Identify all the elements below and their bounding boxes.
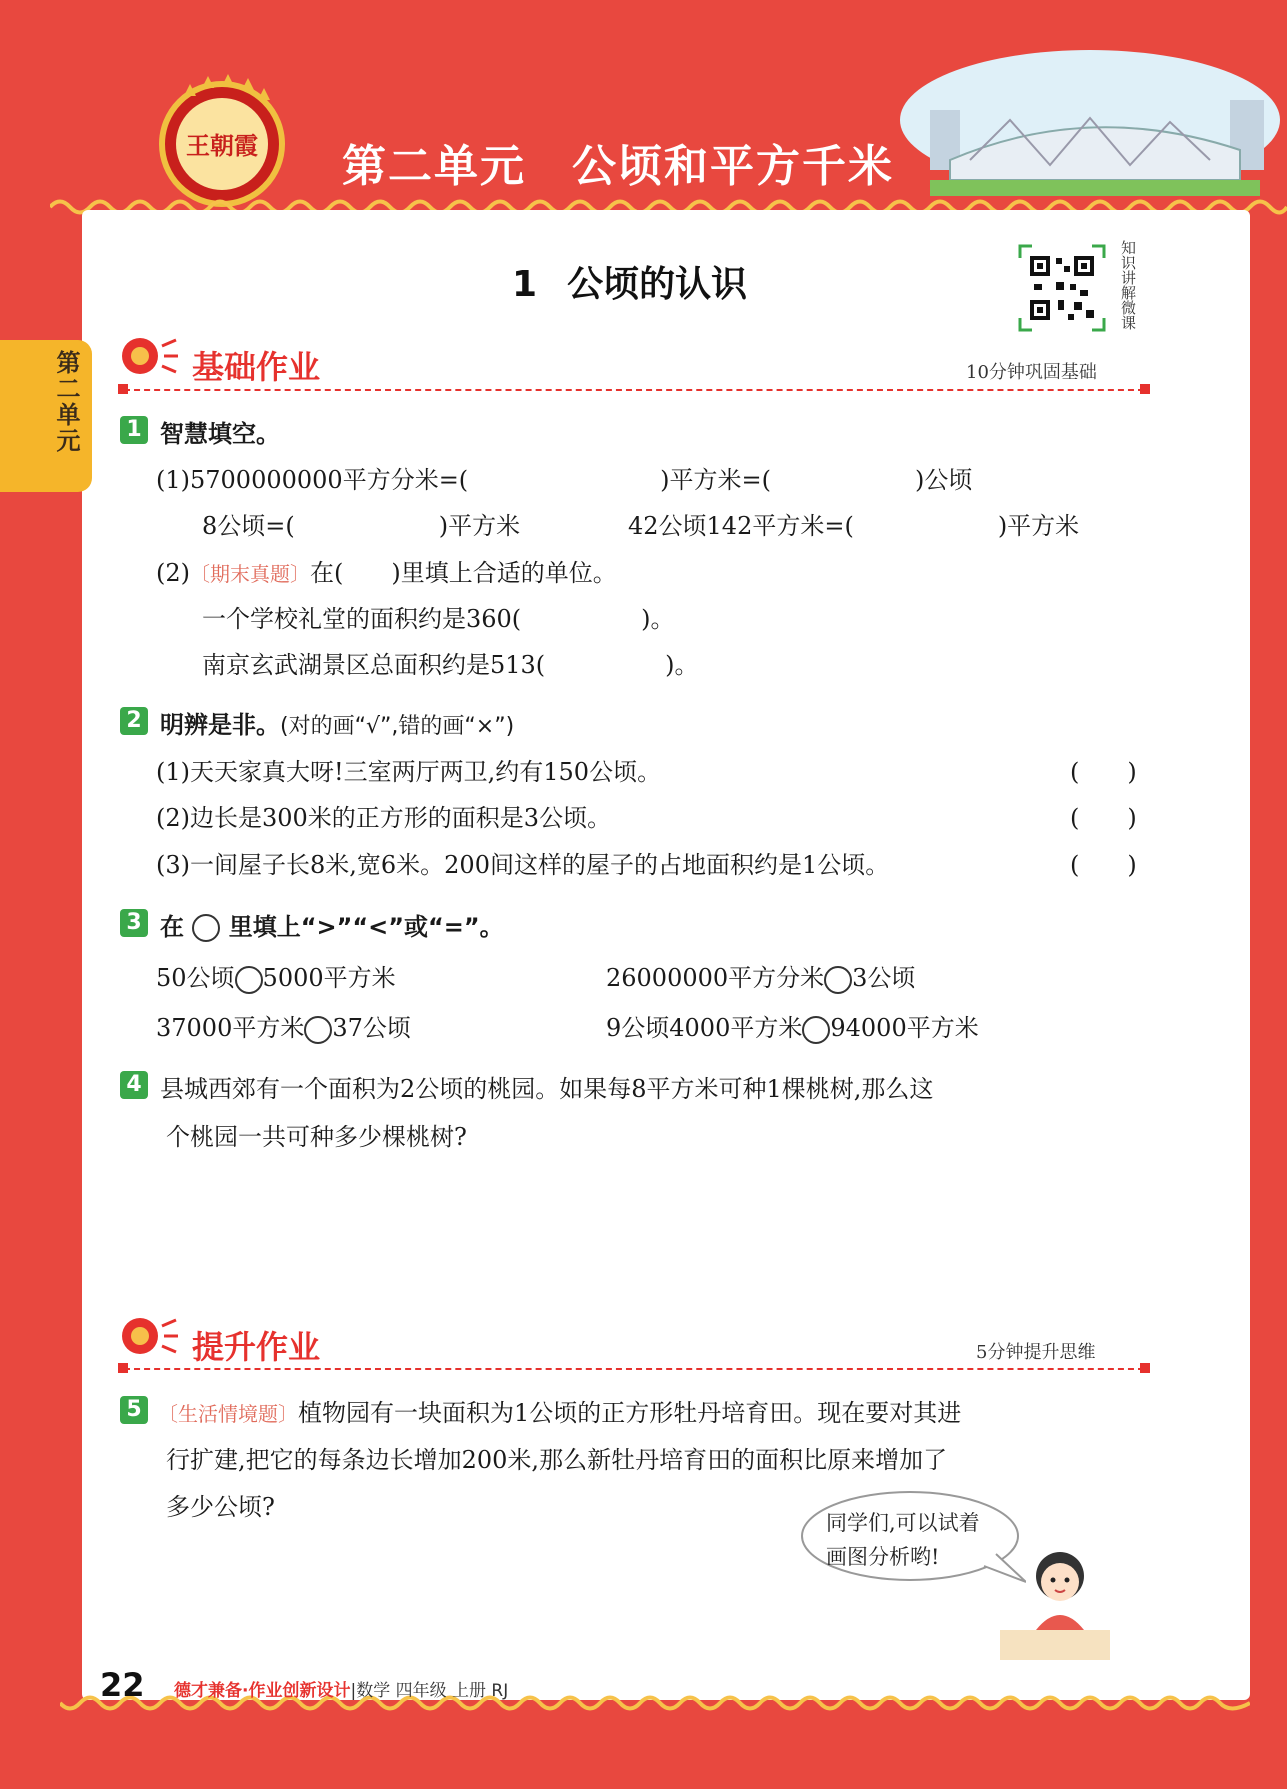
compare-circle-input[interactable] — [235, 966, 263, 994]
page-number: 22 — [100, 1666, 145, 1704]
circle-symbol-icon — [192, 914, 220, 942]
q1-line4: 一个学校礼堂的面积约是360( )。 — [202, 605, 675, 633]
footer-brand: 德才兼备·作业创新设计 — [174, 1681, 351, 1701]
q3-item-b — [606, 958, 915, 994]
q2-head-note: (对的画“√”,错的画“×”) — [280, 714, 515, 739]
megaphone-icon — [118, 332, 180, 380]
footer-meta: |数学 四年级 上册 RJ — [350, 1681, 509, 1701]
q1-line3 — [156, 553, 617, 588]
q1-part2-label: (2) — [156, 559, 190, 587]
q1-part2-text: 在( )里填上合适的单位。 — [310, 559, 617, 587]
q5-line2: 行扩建,把它的每条边长增加200米,那么新牡丹培育田的面积比原来增加了 — [166, 1446, 948, 1474]
q3-b-right: 3公顷 — [852, 964, 916, 992]
stadium-illustration — [890, 40, 1287, 200]
q2-heading — [160, 705, 514, 740]
q3-a-right: 5000平方米 — [262, 964, 396, 992]
q3-head-pre: 在 — [160, 913, 184, 941]
question-number: 5 — [120, 1396, 148, 1424]
section-basic-divider — [124, 389, 1144, 391]
divider-dot-left — [118, 384, 128, 394]
exam-tag: 〔期末真题〕 — [190, 562, 310, 586]
q1-heading: 智慧填空。 — [160, 420, 280, 448]
q3-a-left: 50公顷 — [156, 964, 235, 992]
compare-circle-input[interactable] — [824, 966, 852, 994]
q3-c-left: 37000平方米 — [156, 1014, 305, 1042]
qr-label: 知识讲解微课 — [1119, 240, 1137, 330]
bubble-line1: 同学们,可以试着 — [826, 1511, 980, 1535]
lesson-title — [512, 256, 747, 307]
lesson-name: 公顷的认识 — [567, 264, 748, 305]
q5-line1 — [158, 1393, 961, 1428]
q2-answer-blank1[interactable]: ( ) — [1070, 758, 1137, 786]
girl-character-illustration — [1000, 1540, 1110, 1660]
q5-line1-text: 植物园有一块面积为1公顷的正方形牡丹培育田。现在要对其进 — [298, 1399, 962, 1427]
question-number: 2 — [120, 707, 148, 735]
q3-heading — [160, 907, 504, 942]
q2-answer-blank3[interactable]: ( ) — [1070, 851, 1137, 879]
q2-answer-blank2[interactable]: ( ) — [1070, 804, 1137, 832]
question-number: 3 — [120, 909, 148, 937]
section-advanced-note: 5分钟提升思维 — [976, 1342, 1096, 1363]
q4-answer-area[interactable] — [160, 1160, 1140, 1290]
footer-info — [174, 1676, 508, 1701]
brand-logo — [152, 70, 292, 210]
q5-line3: 多少公顷? — [166, 1493, 275, 1521]
q3-item-a — [156, 958, 396, 994]
side-unit-tab[interactable] — [0, 340, 92, 492]
q1-line5: 南京玄武湖景区总面积约是513( )。 — [202, 651, 699, 679]
q1-line2a: 8公顷=( )平方米 — [202, 512, 521, 540]
q3-item-d — [606, 1008, 979, 1044]
q3-head-post: 里填上“>”“<”或“=”。 — [228, 913, 504, 941]
q3-item-c — [156, 1008, 411, 1044]
megaphone-icon — [118, 1312, 180, 1360]
divider-dot-left — [118, 1363, 128, 1373]
divider-dot-right — [1140, 1363, 1150, 1373]
section-advanced-divider — [124, 1368, 1144, 1370]
q2-item1: (1)天天家真大呀!三室两厅两卫,约有150公顷。 — [156, 758, 662, 786]
q1-line1: (1)5700000000平方分米=( )平方米=( )公顷 — [156, 466, 973, 494]
question-number: 1 — [120, 416, 148, 444]
compare-circle-input[interactable] — [802, 1016, 830, 1044]
section-basic-note: 10分钟巩固基础 — [966, 362, 1097, 383]
q3-d-left: 9公顷4000平方米 — [606, 1014, 803, 1042]
q1-line2b: 42公顷142平方米=( )平方米 — [628, 512, 1080, 540]
q4-line2: 个桃园一共可种多少棵桃树? — [166, 1123, 467, 1151]
q2-head-text: 明辨是非。 — [160, 711, 280, 739]
section-basic-title: 基础作业 — [192, 348, 321, 386]
logo-text: 王朝霞 — [186, 132, 258, 160]
lesson-number: 1 — [512, 264, 538, 305]
compare-circle-input[interactable] — [304, 1016, 332, 1044]
q3-c-right: 37公顷 — [332, 1014, 411, 1042]
unit-title-part1: 第二单元 — [342, 141, 526, 192]
q3-b-left: 26000000平方分米 — [606, 964, 825, 992]
unit-title — [342, 130, 894, 194]
q2-item3: (3)一间屋子长8米,宽6米。200间这样的屋子的占地面积约是1公顷。 — [156, 851, 890, 879]
side-tab-label: 第二单元 — [52, 350, 80, 454]
q2-item2: (2)边长是300米的正方形的面积是3公顷。 — [156, 804, 612, 832]
q4-line1: 县城西郊有一个面积为2公顷的桃园。如果每8平方米可种1棵桃树,那么这 — [160, 1075, 934, 1103]
divider-dot-right — [1140, 384, 1150, 394]
unit-title-part2: 公顷和平方千米 — [572, 141, 894, 192]
life-scenario-tag: 〔生活情境题〕 — [158, 1402, 298, 1426]
bubble-line2: 画图分析哟! — [826, 1545, 940, 1569]
section-advanced-title: 提升作业 — [192, 1328, 321, 1366]
qr-code-icon[interactable] — [1018, 244, 1106, 332]
bubble-text — [826, 1506, 1026, 1574]
question-number: 4 — [120, 1071, 148, 1099]
q3-d-right: 94000平方米 — [830, 1014, 979, 1042]
